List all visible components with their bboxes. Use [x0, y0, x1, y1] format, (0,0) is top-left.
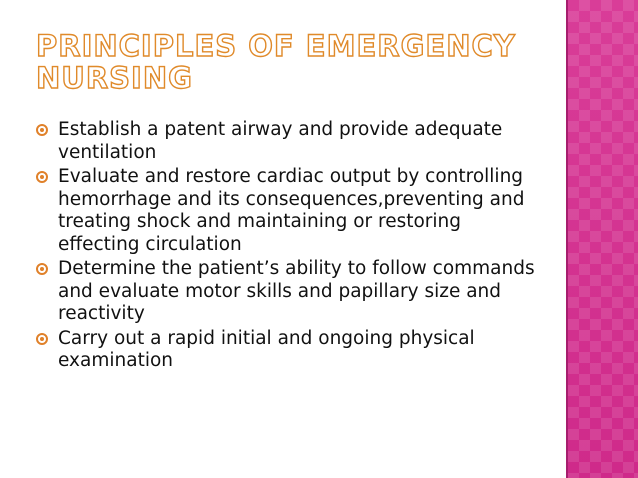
- bullet-item: [36, 258, 536, 326]
- circle-bullet-icon: [36, 263, 48, 275]
- bullet-item: [36, 328, 536, 373]
- circle-bullet-icon: [36, 333, 48, 345]
- bullet-text: Evaluate and restore cardiac output by controlling hemorrhage and its consequences,preventing and treating shock and maintaining or restoring effecting circulation: [58, 166, 525, 255]
- circle-bullet-icon: [36, 124, 48, 136]
- decorative-side-panel: [568, 0, 638, 478]
- bullet-item: [36, 166, 536, 256]
- slide-title: PRINCIPLES OF EMERGENCY NURSING: [36, 29, 516, 95]
- bullet-item: [36, 119, 536, 164]
- bullet-text: Establish a patent airway and provide adequate ventilation: [58, 119, 503, 163]
- bullet-list: [36, 119, 536, 375]
- circle-bullet-icon: [36, 171, 48, 183]
- bullet-text: Determine the patient’s ability to follow commands and evaluate motor skills and papillary size and reactivity: [58, 258, 535, 324]
- bullet-text: Carry out a rapid initial and ongoing physical examination: [58, 327, 475, 371]
